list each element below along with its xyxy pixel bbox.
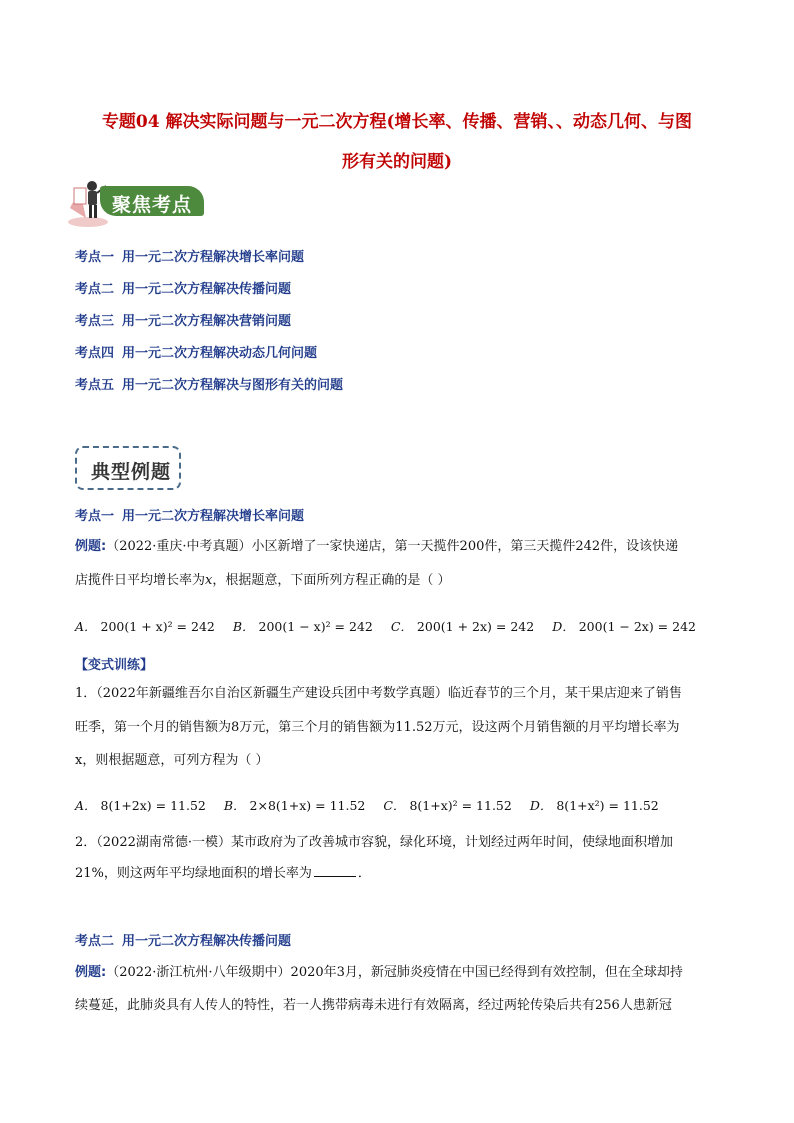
topic-item: 考点四 用一元二次方程解决动态几何问题 (75, 346, 318, 361)
example-1-line-1: 例题:（2022·重庆·中考真题）小区新增了一家快递店，第一天揽件200件，第三天揽件242件，设该快递 (75, 539, 679, 554)
answer-blank (314, 866, 356, 877)
title-line-2: 形有关的问题) (341, 152, 453, 172)
example-1-line-2: 店揽件日平均增长率为x，根据题意，下面所列方程正确的是（ ） (75, 573, 451, 588)
topic-item: 考点一 用一元二次方程解决增长率问题 (75, 250, 305, 265)
example-badge-label: 典型例题 (91, 461, 172, 483)
option-d: D． 8(1+x²) = 11.52 (529, 798, 659, 813)
document-title (60, 102, 734, 182)
example-lead: 例题: (75, 539, 107, 554)
topic-item: 考点五 用一元二次方程解决与图形有关的问题 (75, 378, 344, 393)
option-b: B． 2×8(1+x) = 11.52 (223, 798, 366, 813)
focus-badge-label: 聚焦考点 (112, 194, 193, 216)
variation-heading: 【变式训练】 (75, 658, 154, 673)
section-heading-2: 考点二 用一元二次方程解决传播问题 (75, 934, 292, 949)
question-1-line-3: x，则根据题意，可列方程为（ ） (75, 753, 269, 768)
option-b: B． 200(1 − x)² = 242 (232, 619, 373, 634)
option-d: D． 200(1 − 2x) = 242 (552, 619, 696, 634)
title-line-1: 专题04 解决实际问题与一元二次方程(增长率、传播、营销、、动态几何、与图 (101, 112, 693, 132)
topic-item: 考点二 用一元二次方程解决传播问题 (75, 282, 292, 297)
focus-badge (66, 178, 206, 228)
question-1-line-1: 1．（2022年新疆维吾尔自治区新疆生产建设兵团中考数学真题）临近春节的三个月，某干果店迎来了销售 (75, 686, 682, 701)
option-c: C． 200(1 + 2x) = 242 (390, 619, 535, 634)
example-badge (75, 446, 181, 490)
topic-item: 考点三 用一元二次方程解决营销问题 (75, 314, 292, 329)
question-1-options (75, 796, 673, 814)
question-2-line-2: 21%，则这两年平均绿地面积的增长率为 ． (75, 866, 371, 881)
example-1-options (75, 617, 710, 635)
question-2-line-1: 2．（2022湖南常德·一模）某市政府为了改善城市容貌，绿化环境，计划经过两年时间，使绿地面积增加 (75, 835, 673, 850)
option-a: A． 8(1+2x) = 11.52 (75, 798, 206, 813)
section-heading-1: 考点一 用一元二次方程解决增长率问题 (75, 509, 305, 524)
example-lead: 例题: (75, 965, 107, 980)
question-1-line-2: 旺季，第一个月的销售额为8万元，第三个月的销售额为11.52万元，设这两个月销售额的月平均增长率为 (75, 720, 680, 735)
topic-list (75, 250, 343, 410)
example-2-line-1: 例题:（2022·浙江杭州·八年级期中）2020年3月，新冠肺炎疫情在中国已经得到有效控制，但在全球却持 (75, 965, 683, 980)
option-a: A． 200(1 + x)² = 242 (75, 619, 215, 634)
example-2-line-2: 续蔓延，此肺炎具有人传人的特性，若一人携带病毒未进行有效隔离，经过两轮传染后共有256人患新冠 (75, 998, 672, 1013)
option-c: C． 8(1+x)² = 11.52 (383, 798, 512, 813)
